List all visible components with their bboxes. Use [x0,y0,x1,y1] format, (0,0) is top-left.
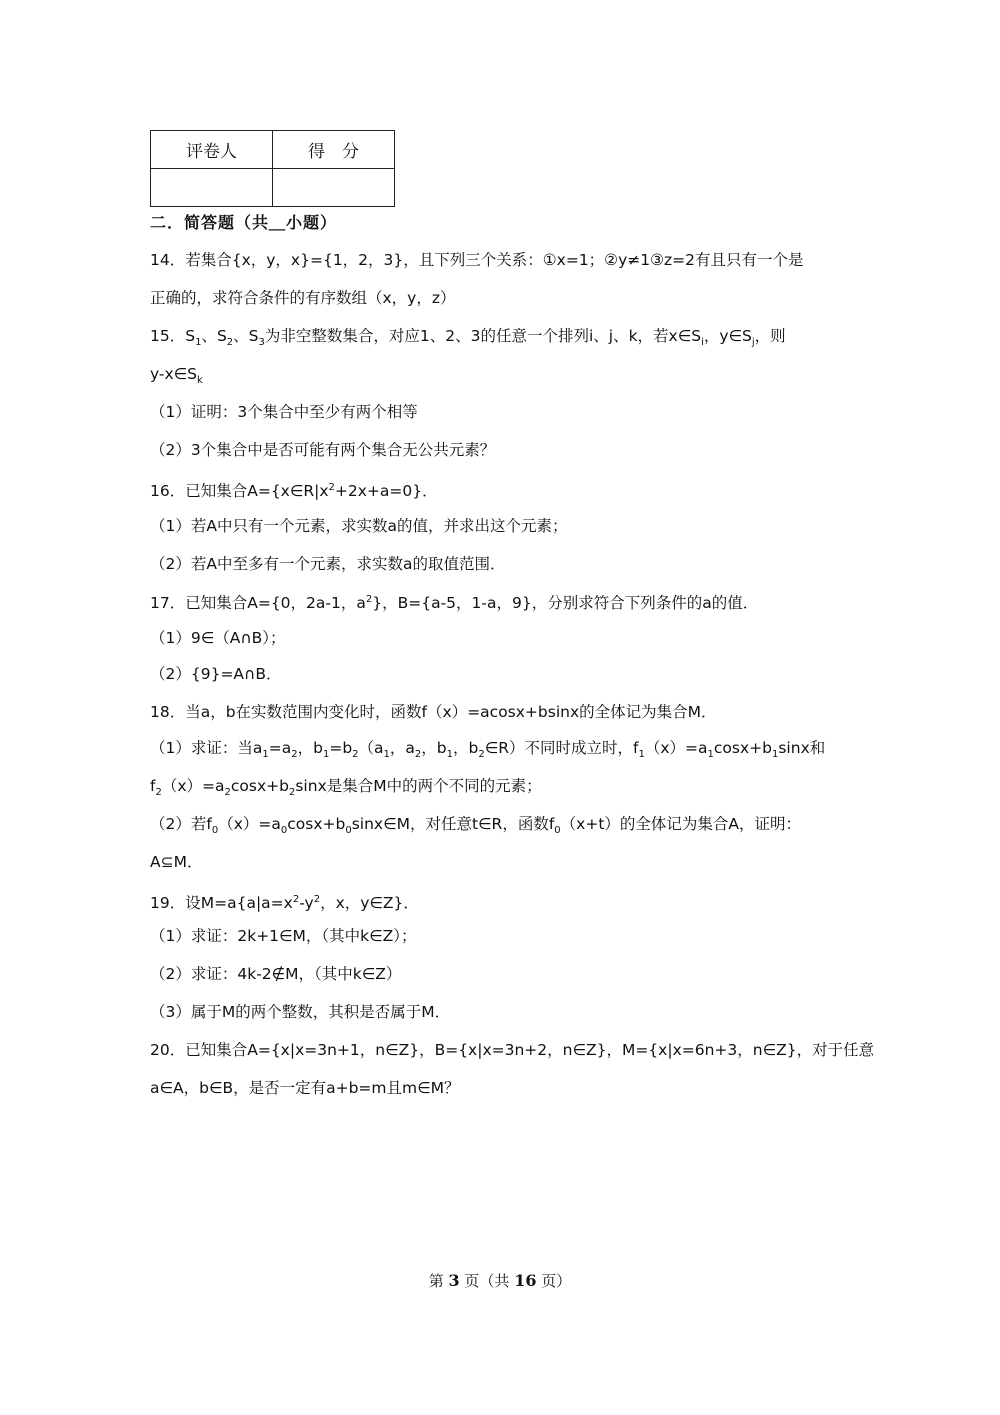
score-cell [273,169,395,207]
question-15-line1: 15．$S_1$、$S_2$、$S_3$为非空整数集合，对应1、2、3的任意一个排列i、j、k，若$x\in S_i$，$y\in S_j$，则 [150,327,786,349]
question-20-line2: a∈A，b∈B，是否一定有a+b=m且m∈M？ [150,1079,460,1097]
question-15-part2: （2）3个集合中是否可能有两个集合无公共元素？ [150,441,496,459]
question-17-part2: （2）{9}=A∩B． [150,665,282,683]
question-19-part3: （3）属于M的两个整数，其积是否属于M． [150,1003,451,1021]
question-16: 16．已知集合$A=\{x\in R|x^2+2x+a=0\}$． [150,482,438,501]
grader-label: 评卷人 [151,131,273,169]
question-18-part1-line1: （1）求证：当$a_1=a_2$，$b_1=b_2(a_1$，$a_2$，$b_1$，$b_2\in R$）不同时成立时，$f_1(x)=a_1\cos x+b_1\sin x$和 [150,739,826,761]
question-15-part1: （1）证明：3个集合中至少有两个相等 [150,403,418,421]
question-17-part1: （1）9∈（A∩B）； [150,629,286,647]
question-17: 17．已知集合A={0，2a-1，$a^2$}，B={a-5，1-a，9}，分别求符合下列条件的a的值． [150,594,759,613]
question-16-part2: （2）若A中至多有一个元素，求实数a的取值范围． [150,555,506,573]
page-number: 3 [448,1271,460,1290]
grader-cell [151,169,273,207]
question-18-part1-line2: $f_2(x)=a_2\cos x+b_2\sin x$是集合M中的两个不同的元素； [150,777,542,799]
question-18-part2-line1: （2）若$f_0(x)=a_0\cos x+b_0\sin x\in M$，对任意t∈R，函数$f_0(x+t)$的全体记为集合A，证明： [150,815,801,837]
question-16-part1: （1）若A中只有一个元素，求实数a的值，并求出这个元素； [150,517,568,535]
score-label: 得 分 [273,131,395,169]
section-title: 二．简答题（共＿小题） [150,213,338,232]
page-footer: 第 3 页（共 16 页） [428,1271,572,1290]
question-14-line1: 14．若集合{x，y，x}={1，2，3}，且下列三个关系：①x=1；②y≠1③z=2有且只有一个是 [150,251,804,269]
question-18: 18．当a，b在实数范围内变化时，函数f（x）=acosx+bsinx的全体记为集合M． [150,703,717,721]
grader-table [150,130,395,207]
page-total: 16 [514,1271,537,1290]
question-19-part2: （2）求证：4k-2∉M，（其中k∈Z） [150,965,402,983]
question-14-line2: 正确的，求符合条件的有序数组（x，y，z） [150,289,456,307]
question-18-part2-line2: A⊆M． [150,853,203,871]
question-19-part1: （1）求证：2k+1∈M，（其中k∈Z）； [150,927,417,945]
question-15-line2: $y-x\in S_k$ [150,365,203,387]
question-19: 19．设$M=a\{a|a=x^2-y^2$，x，y∈Z}． [150,894,419,913]
question-20-line1: 20．已知集合A={x|x=3n+1，n∈Z}，B={x|x=3n+2，n∈Z}，M={x|x=6n+3，n∈Z}，对于任意 [150,1041,875,1059]
